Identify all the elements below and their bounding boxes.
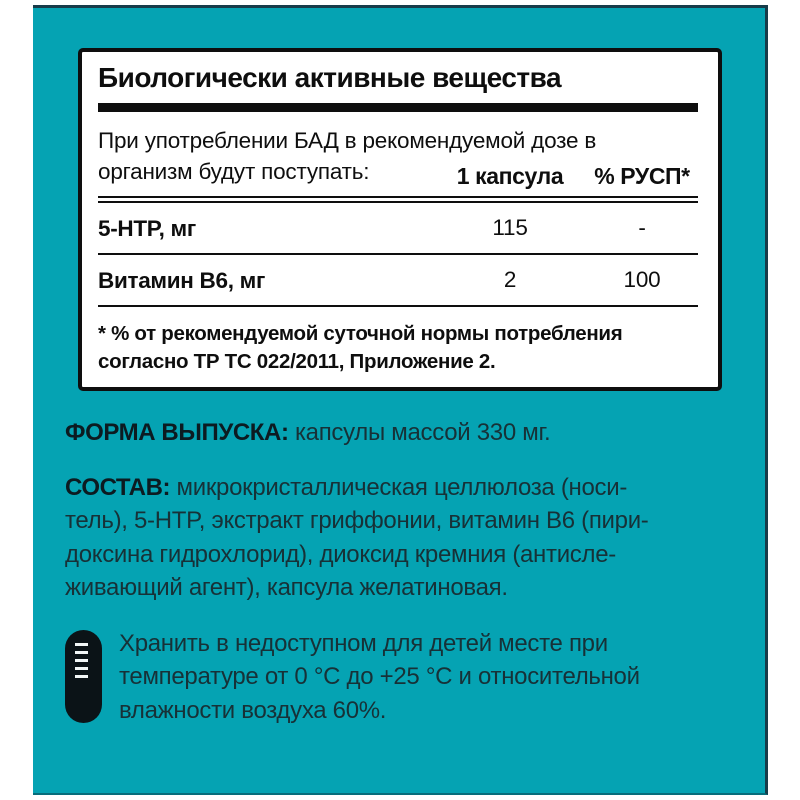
title-divider [98, 103, 698, 112]
release-form-line [65, 416, 737, 450]
footnote-line: * % от рекомендуемой суточной нормы потребления [98, 322, 623, 345]
composition-paragraph [65, 471, 737, 605]
double-rule [98, 196, 698, 203]
footnote [98, 320, 698, 375]
substance-name: Витамин B6, мг [98, 267, 266, 293]
box-title: Биологически активные вещества [98, 62, 562, 93]
rusp-value: - [638, 215, 646, 240]
nutrition-facts-box [78, 48, 722, 391]
release-form-label: ФОРМА ВЫПУСКА: [65, 419, 289, 446]
storage-line: температуре от 0 °C до +25 °C и относительной [119, 663, 640, 690]
rusp-value: 100 [623, 267, 661, 292]
table-row [98, 255, 698, 305]
column-header-per-capsule: 1 капсула [456, 163, 564, 189]
substance-name: 5-HTP, мг [98, 215, 196, 241]
storage-line: влажности воздуха 60%. [119, 696, 387, 724]
storage-text [119, 627, 640, 728]
per-capsule-value: 115 [492, 215, 528, 240]
thermometer-icon [65, 630, 102, 723]
column-header-rusp: % РУСП* [594, 163, 690, 189]
footnote-line: согласно ТР ТС 022/2011, Приложение 2. [98, 349, 496, 373]
composition-line: доксина гидрохлорид), диоксид кремния (антисле- [65, 540, 616, 568]
row-divider [98, 305, 698, 307]
composition-label: СОСТАВ: [65, 473, 171, 501]
label-panel [33, 5, 768, 795]
intro-line-2: организм будут поступать: [98, 159, 370, 184]
per-capsule-value: 2 [503, 267, 517, 292]
composition-line: микрокристаллическая целлюлоза (носи- [176, 473, 628, 501]
intro-line-1: При употреблении БАД в рекомендуемой дозе в [98, 128, 597, 153]
composition-line: живающий агент), капсула желатиновая. [65, 574, 508, 601]
storage-line: Хранить в недоступном для детей месте при [119, 629, 608, 657]
storage-conditions [65, 627, 737, 728]
table-header-row [98, 156, 698, 187]
table-row [98, 203, 698, 253]
release-form-value: капсулы массой 330 мг. [294, 419, 551, 446]
composition-line: тель), 5-HTP, экстракт гриффонии, витамин B6 (пири- [65, 507, 649, 534]
